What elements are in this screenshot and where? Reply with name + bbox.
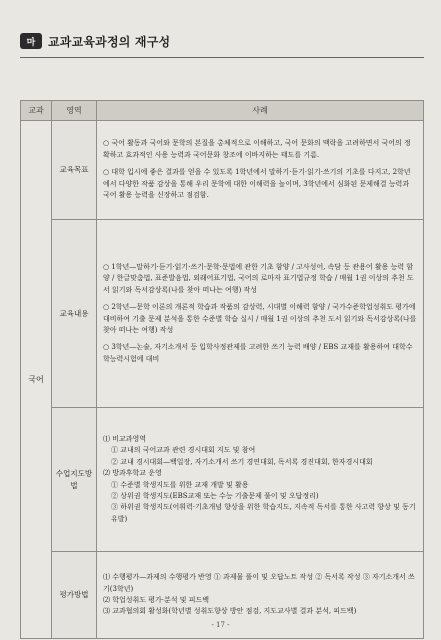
method-item: ① 교내의 국어교과 관련 경시대회 지도 및 참여 xyxy=(111,446,256,455)
goals-item: ○ 국어 활동과 국어와 문학의 본질을 총체적으로 이해하고, 국어 문화의 맥락을 고려하면서 국어의 정확하고 효과적인 사용 능력과 국어문화 창조에 이바지하는 태도를 기름. xyxy=(103,139,411,159)
evaluation-item: ⑵ 학업성취도 평가·분석 및 피드백 xyxy=(103,596,210,604)
method-item: ⑵ 방과후학교 운영 xyxy=(103,469,162,478)
goals-item: ○ 대학 입시에 좋은 결과를 얻을 수 있도록 1학년에서 말하기·듣기·읽기·쓰기의 기초를 다지고, 2학년에서 다양한 작품 감상을 통해 우리 문학에 대한 이해력을 높이며, 3학년에서 심화된 문제해결 능력과 국어 활용 능력을 신장하고 점검함. xyxy=(103,168,411,200)
method-item: ② 교내 경시대회—백일장, 자기소개서 쓰기 경연대회, 독서록 경진대회, 한자경시대회 xyxy=(111,457,373,466)
method-item: ① 수준별 학생지도를 위한 교재 개발 및 활용 xyxy=(111,480,249,489)
page-number: - 17 - xyxy=(211,621,230,629)
method-item: ③ 하위권 학생지도(어휘력·기초개념 향상을 위한 학습지도, 지속적 독서를 통한 사고력 향상 및 동기 유발) xyxy=(111,503,416,523)
section-badge: 마 xyxy=(20,33,42,49)
table-row-content xyxy=(21,220,424,408)
area-evaluation: 평가방법 xyxy=(52,552,97,639)
area-method: 수업지도방법 xyxy=(52,408,97,552)
method-item: ⑴ 비교과영역 xyxy=(103,434,147,443)
section-title: 교과교육과정의 재구성 xyxy=(48,34,171,49)
header-example: 사례 xyxy=(97,101,424,121)
area-goals: 교육목표 xyxy=(52,121,97,220)
content-item: ○ 3학년—논술, 자기소개서 등 입학사정관제를 고려한 쓰기 능력 배양 / EBS 교재를 활용하여 대학수학능력시험에 대비 xyxy=(103,343,413,363)
table-row-method xyxy=(21,408,424,552)
table-row-goals xyxy=(21,121,424,220)
content-cell xyxy=(97,220,424,408)
goals-cell xyxy=(97,121,424,220)
heading-divider xyxy=(20,57,424,58)
section-heading xyxy=(20,32,170,50)
header-area: 영역 xyxy=(52,101,97,121)
curriculum-table xyxy=(20,100,424,639)
content-item: ○ 1학년—말하기·듣기·읽기·쓰기·문학·문법에 관한 기초 함양 / 고사성어, 속담 등 관용어 활용 능력 함양 / 한글맞춤법, 표준발음법, 외래어표기법, 국어의 로마자 표기법규정 학습 / 매월 1권 이상의 추천 도서 읽기와 독서감상록(나를 찾아 떠나는 여행) 작성 xyxy=(103,262,414,294)
evaluation-item: ⑴ 수행평가—과제의 수행평가 반영 ① 과제물 풀이 및 오답노트 작성 ② 독서록 작성 ③ 자기소개서 쓰기(3학년) xyxy=(103,573,415,593)
area-content: 교육내용 xyxy=(52,220,97,408)
content-item: ○ 2학년—문학 이론의 개론적 학습과 작품의 감상력, 시대별 이해력 함양 / 국가수준학업성취도 평가에 대비하여 기출 문제 분석을 통한 수준별 학습 실시 / 매월 1권 이상의 추천 도서 읽기와 독서감상록(나를 찾아 떠나는 여행) 작성 xyxy=(103,303,417,334)
header-subject: 교과 xyxy=(21,101,52,121)
method-item: ② 상위권 학생지도(EBS교재 또는 수능 기출문제 풀이 및 오답정리) xyxy=(111,491,319,500)
evaluation-item: ⑶ 교과협의회 활성화(학년별 성취도향상 방안 점검, 지도교사별 결과 분석, 피드백) xyxy=(103,607,357,616)
table-header-row xyxy=(21,101,424,121)
subject-cell: 국어 xyxy=(21,121,52,639)
method-cell xyxy=(97,408,424,552)
